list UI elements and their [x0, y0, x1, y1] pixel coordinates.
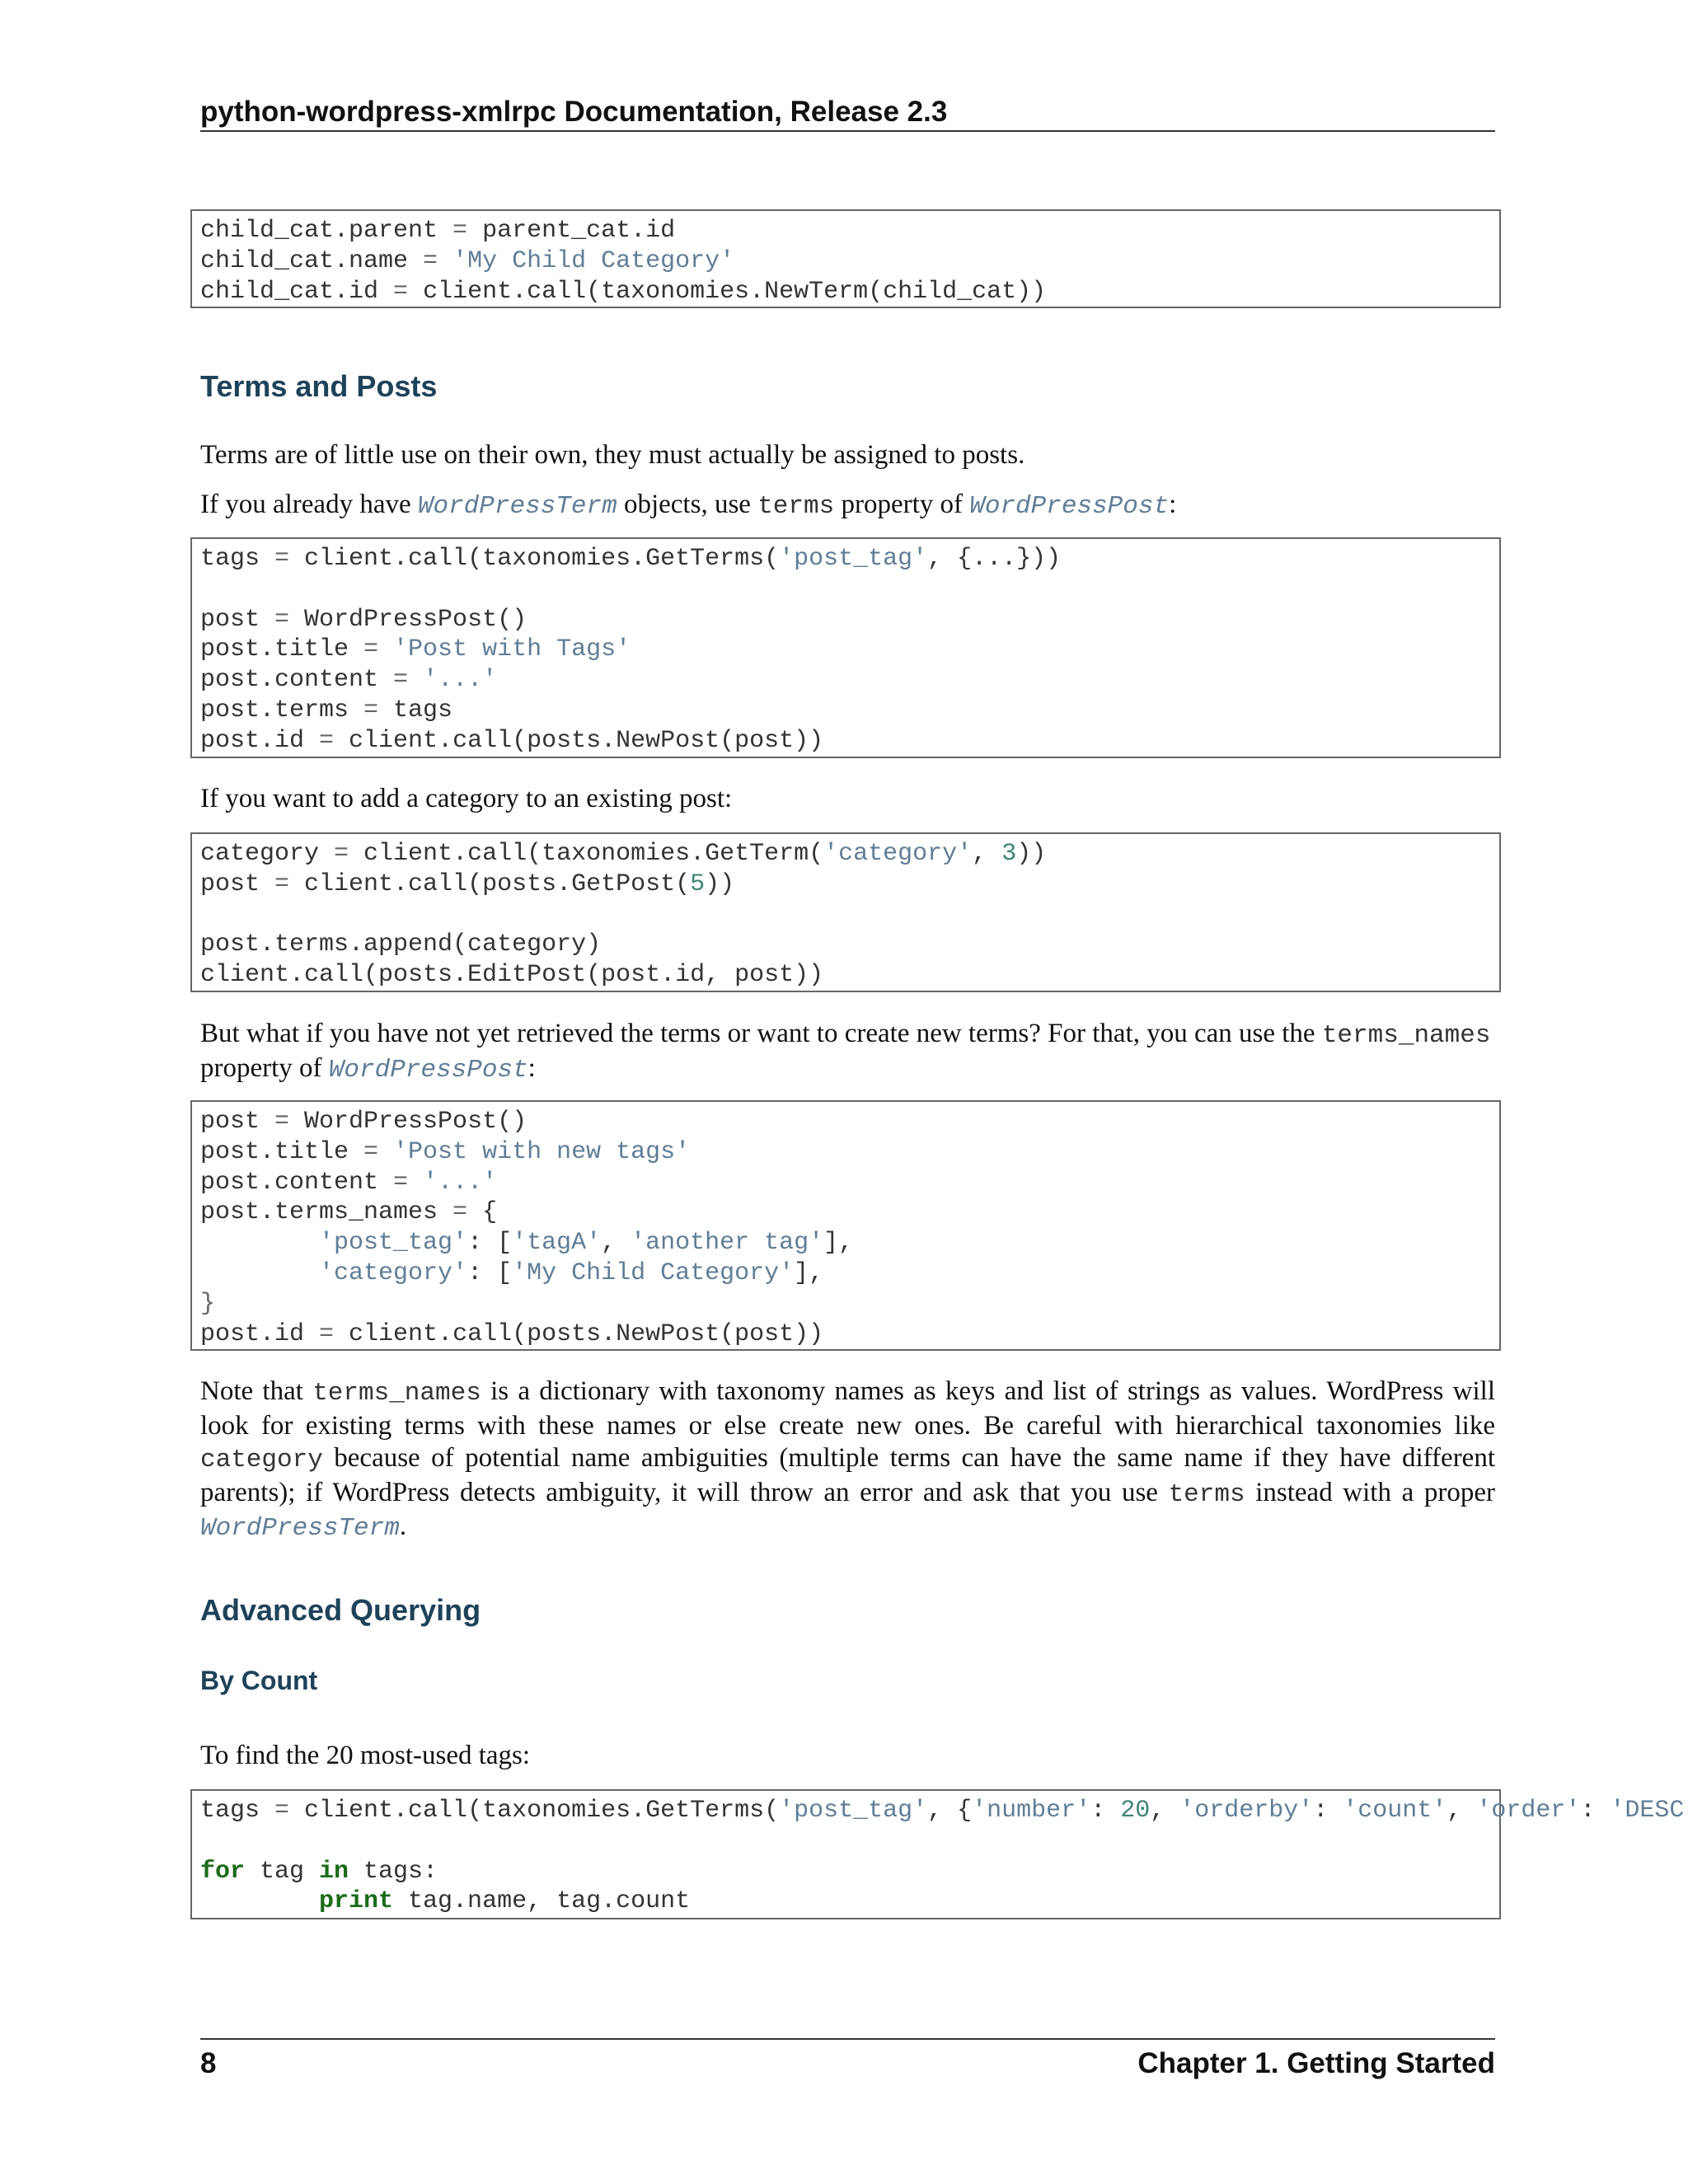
wordpresspost-link[interactable]: WordPressPost: [969, 492, 1170, 521]
code-line: for tag in tags:: [200, 1857, 438, 1886]
inline-code-terms-names: terms_names: [312, 1379, 481, 1408]
code-line: }: [200, 1289, 216, 1318]
section-heading-terms-and-posts: Terms and Posts: [200, 369, 438, 403]
paragraph-terms-names-note: Note that terms_names is a dictionary with taxonomy names as keys and list of strings as values. WordPress will look for existing terms with these names or else create new ones. Be careful with hierarchical taxonomies like category because of potential name ambiguities (multiple terms can have the same name if they have different parents); if WordPress detects ambiguity, it will throw an error and ask that you use terms instead with a proper WordPressTerm.: [200, 1376, 1495, 1543]
wordpressterm-link[interactable]: WordPressTerm: [417, 492, 617, 521]
code-line: post.terms.append(category): [200, 930, 602, 959]
code-block-most-used-tags: [190, 1789, 1685, 1919]
code-line: category = client.call(taxonomies.GetTerm('category', 3)): [200, 840, 1047, 868]
code-block-child-category: [190, 209, 1501, 308]
code-line: post.id = client.call(posts.NewPost(post)): [200, 1319, 824, 1348]
code-line: post.content = '...': [200, 666, 498, 695]
code-line: 'category': ['My Child Category'],: [319, 1258, 824, 1287]
code-line-blank: [200, 574, 1491, 605]
inline-code-terms: terms: [757, 492, 835, 521]
page-number: 8: [200, 2047, 217, 2079]
code-line: 'post_tag': ['tagA', 'another tag'],: [319, 1229, 854, 1258]
subsection-heading-by-count: By Count: [200, 1666, 318, 1695]
code-line: post.title = 'Post with new tags': [200, 1137, 691, 1166]
paragraph-add-category: If you want to add a category to an existing post:: [200, 784, 733, 813]
paragraph-existing-terms: If you already have WordPressTerm objects, use terms property of WordPressPost:: [200, 490, 1177, 521]
code-line: post = client.call(posts.GetPost(5)): [200, 869, 735, 898]
paragraph-most-used-tags: To find the 20 most-used tags:: [200, 1741, 531, 1770]
code-line: post = WordPressPost(): [200, 1108, 528, 1136]
section-heading-advanced-querying: Advanced Querying: [200, 1593, 481, 1627]
code-line: child_cat.name = 'My Child Category': [200, 246, 735, 275]
footer-rule: [200, 2038, 1495, 2040]
code-line: post.content = '...': [200, 1168, 498, 1197]
header-rule: [200, 130, 1495, 132]
code-line-blank: [200, 1826, 1491, 1857]
code-block-post-with-tags: [190, 537, 1501, 758]
code-line: post.terms_names = {: [200, 1198, 498, 1227]
code-block-add-category: [190, 832, 1501, 992]
code-line: print tag.name, tag.count: [319, 1887, 691, 1916]
code-line: tags = client.call(taxonomies.GetTerms('post_tag', {...})): [200, 545, 1062, 573]
code-line: client.call(posts.EditPost(post.id, post)): [200, 961, 824, 990]
code-line: post = WordPressPost(): [200, 605, 528, 634]
code-line: child_cat.parent = parent_cat.id: [200, 217, 676, 245]
wordpresspost-link[interactable]: WordPressPost: [328, 1055, 528, 1085]
inline-code-terms: terms: [1168, 1479, 1245, 1509]
code-block-post-with-new-tags: [190, 1100, 1501, 1351]
code-line: child_cat.id = client.call(taxonomies.NewTerm(child_cat)): [200, 277, 1047, 306]
chapter-title: Chapter 1. Getting Started: [1137, 2047, 1495, 2079]
code-line-blank: [200, 900, 1491, 930]
code-line: post.title = 'Post with Tags': [200, 635, 631, 664]
inline-code-terms-names: terms_names: [1321, 1021, 1491, 1050]
paragraph-terms-intro: Terms are of little use on their own, they must actually be assigned to posts.: [200, 440, 1025, 470]
paragraph-terms-names-intro: But what if you have not yet retrieved the terms or want to create new terms? For that, you can use the terms_names property of WordPressPost:: [200, 1019, 1491, 1085]
code-line: tags = client.call(taxonomies.GetTerms('post_tag', {'number': 20, 'orderby': 'count', 'order': 'DESC: [200, 1797, 1685, 1825]
code-line: post.id = client.call(posts.NewPost(post)): [200, 726, 824, 755]
wordpressterm-link[interactable]: WordPressTerm: [200, 1514, 400, 1543]
running-header: python-wordpress-xmlrpc Documentation, Release 2.3: [200, 96, 948, 128]
code-line: post.terms = tags: [200, 696, 453, 724]
inline-code-category: category: [200, 1446, 323, 1474]
